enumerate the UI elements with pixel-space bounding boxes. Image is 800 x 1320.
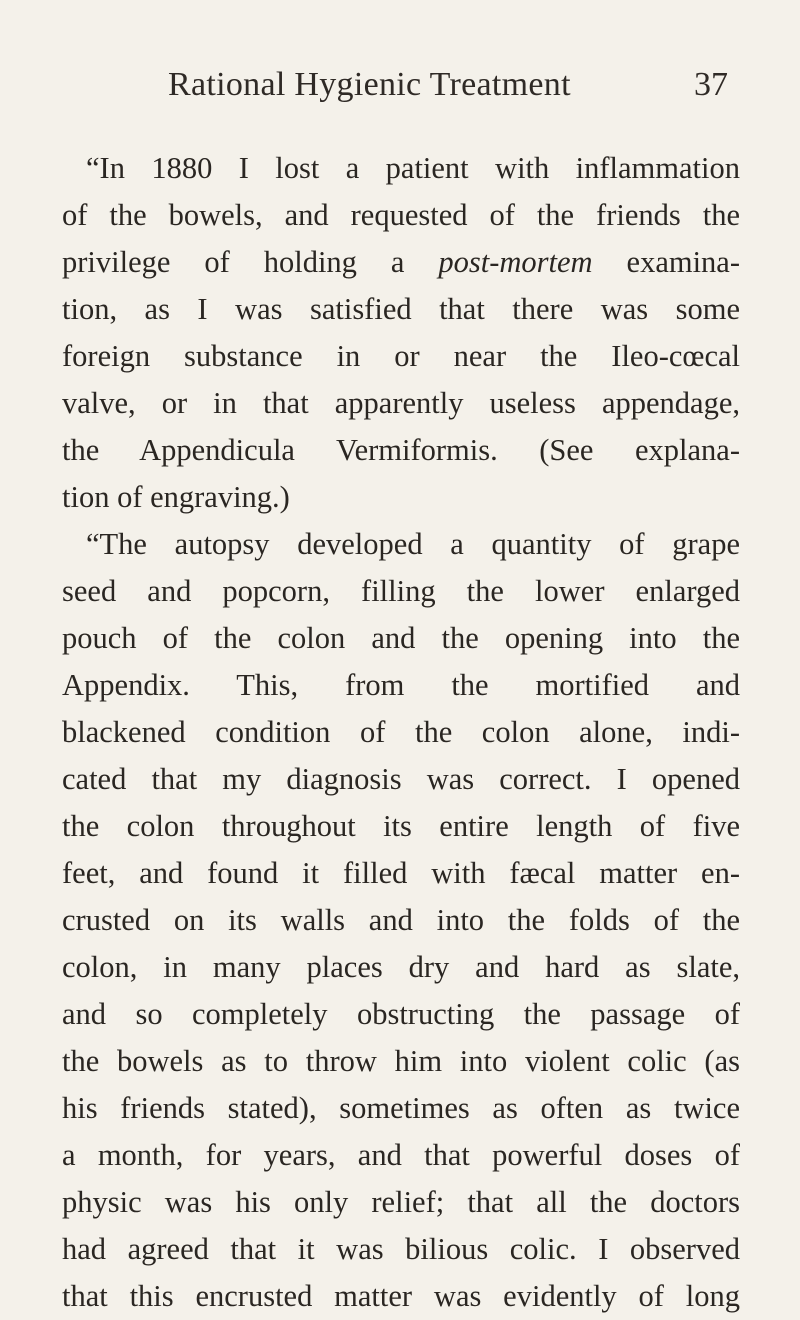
text-line: the Appendicula Vermiformis. (See explana- <box>62 433 740 467</box>
text-line: that this encrusted matter was evidently of long <box>62 1279 740 1313</box>
text-line: valve, or in that apparently useless appendage, <box>62 386 740 420</box>
text-line: crusted on its walls and into the folds of the <box>62 903 740 937</box>
text-line: the bowels as to throw him into violent colic (as <box>62 1044 740 1078</box>
text-line: Appendix. This, from the mortified and <box>62 668 740 702</box>
text-line: tion, as I was satisfied that there was some <box>62 292 740 326</box>
text-line: his friends stated), sometimes as often as twice <box>62 1091 740 1125</box>
text-line: tion of engraving.) <box>62 480 290 514</box>
page-number: 37 <box>694 66 728 103</box>
text-line: pouch of the colon and the opening into the <box>62 621 740 655</box>
text-line: foreign substance in or near the Ileo-cœcal <box>62 339 740 373</box>
text-line: a month, for years, and that powerful doses of <box>62 1138 740 1172</box>
text-line: feet, and found it filled with fæcal matter en- <box>62 856 740 890</box>
text-line: colon, in many places dry and hard as slate, <box>62 950 740 984</box>
text-line: had agreed that it was bilious colic. I observed <box>62 1232 740 1266</box>
text-line: “The autopsy developed a quantity of grape <box>86 527 740 561</box>
text-line-with-italic <box>62 239 740 286</box>
text-line: and so completely obstructing the passage of <box>62 997 740 1031</box>
body-text <box>62 145 740 1320</box>
text-line: the colon throughout its entire length of five <box>62 809 740 843</box>
text-segment: privilege of holding a <box>62 245 439 279</box>
text-line: blackened condition of the colon alone, indi- <box>62 715 740 749</box>
text-segment: examina- <box>592 245 740 279</box>
text-line: cated that my diagnosis was correct. I opened <box>62 762 740 796</box>
text-line: “In 1880 I lost a patient with inflammation <box>86 151 740 185</box>
text-line: of the bowels, and requested of the friends the <box>62 198 740 232</box>
running-title: Rational Hygienic Treatment <box>168 66 571 103</box>
text-line: seed and popcorn, filling the lower enlarged <box>62 574 740 608</box>
italic-phrase: post-mortem <box>438 245 593 279</box>
text-line: physic was his only relief; that all the doctors <box>62 1185 740 1219</box>
running-head <box>0 66 800 116</box>
